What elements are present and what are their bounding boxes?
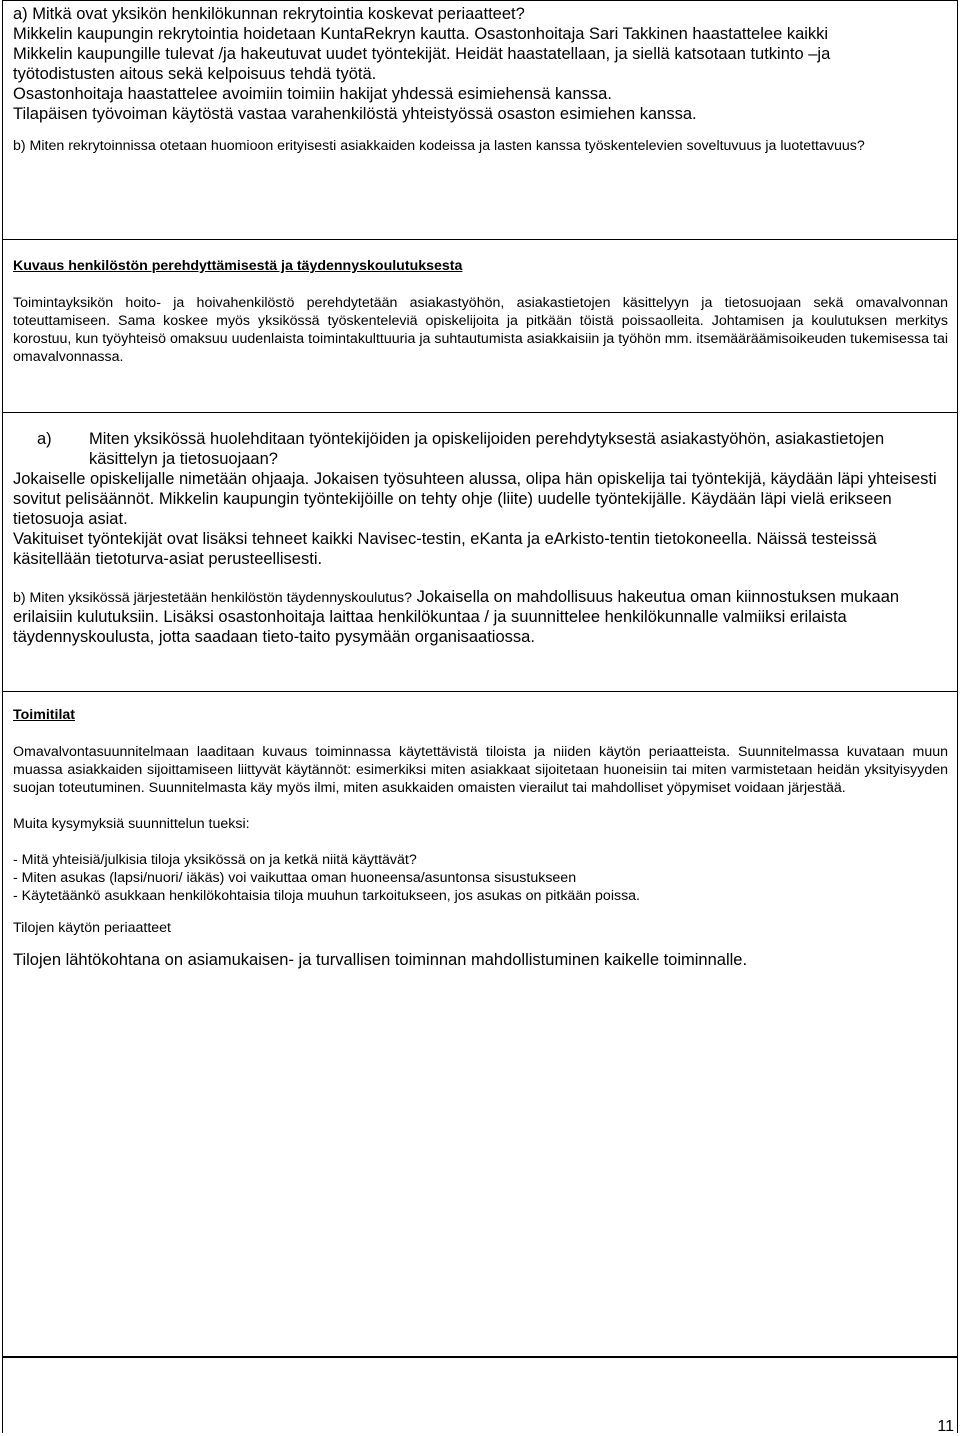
answer-b-text: Jokaisella on mahdollisuus hakeutua oman kiinnostuksen mukaan erilaisiin kulutuksiin. Lisäksi osastonhoitaja laittaa henkilökuntaa / ja suunnittelee henkilökunnalle valmiiksi erilaista täydennyskoulusta, jotta saadaan tieto-taito pysymään organisaatiossa.	[13, 588, 900, 646]
recruitment-text-line: Mikkelin kaupungille tulevat /ja hakeutuvat uudet työntekijät. Heidät haastatellaan, ja siellä katsotaan tutkinto –ja	[13, 45, 831, 63]
answer-a-text-2: Vakituiset työntekijät ovat lisäksi tehneet kaikki Navisec-testin, eKanta ja eArkisto-tentin tietokoneella. Näissä testeissä käsitellään tietoturva-asiat perusteellisesti.	[13, 530, 877, 568]
question-a-text: Miten yksikössä huolehditaan työntekijöiden ja opiskelijoiden perehdytyksestä asiakastyöhön, asiakastietojen käsittelyn ja tietosuojaan?	[89, 430, 885, 468]
question-b-text: b) Miten yksikössä järjestetään henkilöstön täydennyskoulutus?	[13, 590, 413, 606]
section-training	[2, 413, 958, 692]
page-number: 11	[937, 1418, 954, 1435]
orientation-text: Toimintayksikön hoito- ja hoivahenkilöstö perehdytetään asiakastyöhön, asiakastietojen käsittelyyn ja tietosuojaan sekä omavalvonnan toteuttamiseen. Sama koskee myös yksikössä työskenteleviä opiskelijoita ja pitkään töistä poissaolleita. Johtamisen ja koulutuksen merkitys korostuu, kun työyhteisö omaksuu uudenlaista toimintakulttuuria ja suhtautumista asiakkaisiin ja työhön mm. itsemääräämisoikeuden tukemisessa tai omavalvonnassa.	[13, 295, 948, 365]
support-questions-heading: Muita kysymyksiä suunnittelun tueksi:	[13, 816, 250, 832]
support-question-item: - Mitä yhteisiä/julkisia tiloja yksikössä on ja ketkä niitä käyttävät?	[13, 852, 417, 868]
recruitment-question-b: b) Miten rekrytoinnissa otetaan huomioon erityisesti asiakkaiden kodeissa ja lasten kanssa työskentelevien soveltuvuus ja luotettavuus?	[13, 138, 865, 154]
premises-usage-heading: Tilojen käytön periaatteet	[13, 920, 171, 936]
premises-text: Omavalvontasuunnitelmaan laaditaan kuvaus toiminnassa käytettävistä tiloista ja niiden käytön periaatteista. Suunnitelmassa kuvataan muun muassa asiakkaiden sijoittamiseen liittyvät käytännöt: esimerkiksi miten asiakkaat sijoitetaan huoneisiin tai miten varmistetaan heidän yksityisyyden suojan toteutuminen. Suunnitelmasta käy myös ilmi, miten asukkaiden omaisten vierailut tai mahdolliset yöpymiset voidaan järjestää.	[13, 744, 948, 796]
premises-heading: Toimitilat	[13, 707, 76, 723]
section-orientation	[2, 240, 958, 413]
answer-a-text: Jokaiselle opiskelijalle nimetään ohjaaja. Jokaisen työsuhteen alussa, olipa hän opiskelija tai työntekijä, käydään läpi yhteisesti sovitut pelisäännöt. Mikkelin kaupungin työntekijöille on tehty ohje (liite) uudelle työntekijälle. Käydään läpi vielä erikseen tietosuoja asiat.	[13, 470, 937, 528]
support-question-item: - Käytetäänkö asukkaan henkilökohtaisia tiloja muuhun tarkoitukseen, jos asukas on pitkään poissa.	[13, 888, 640, 904]
orientation-heading: Kuvaus henkilöstön perehdyttämisestä ja täydennyskoulutuksesta	[13, 258, 463, 274]
recruitment-text-line: työtodistusten aitous sekä kelpoisuus tehdä työtä.	[13, 65, 377, 83]
premises-usage-answer: Tilojen lähtökohtana on asiamukaisen- ja turvallisen toiminnan mahdollistuminen kaikelle toiminnalle.	[13, 951, 748, 969]
section-recruitment	[2, 0, 958, 240]
section-technology	[2, 1357, 958, 1433]
section-premises	[2, 692, 958, 1358]
support-question-item: - Miten asukas (lapsi/nuori/ iäkäs) voi vaikuttaa oman huoneensa/asuntonsa sisustukseen	[13, 870, 577, 886]
question-a-label: a)	[37, 430, 52, 448]
recruitment-text-line: Mikkelin kaupungin rekrytointia hoidetaan KuntaRekryn kautta. Osastonhoitaja Sari Takkinen haastattelee kaikki	[13, 25, 829, 43]
recruitment-text-line: Osastonhoitaja haastattelee avoimiin toimiin hakijat yhdessä esimiehensä kanssa.	[13, 85, 612, 103]
support-questions-list	[13, 851, 948, 905]
recruitment-text-line: Tilapäisen työvoiman käytöstä vastaa varahenkilöstä yhteistyössä osaston esimiehen kanssa.	[13, 105, 697, 123]
recruitment-question-a: a) Mitkä ovat yksikön henkilökunnan rekrytointia koskevat periaatteet?	[13, 5, 525, 23]
